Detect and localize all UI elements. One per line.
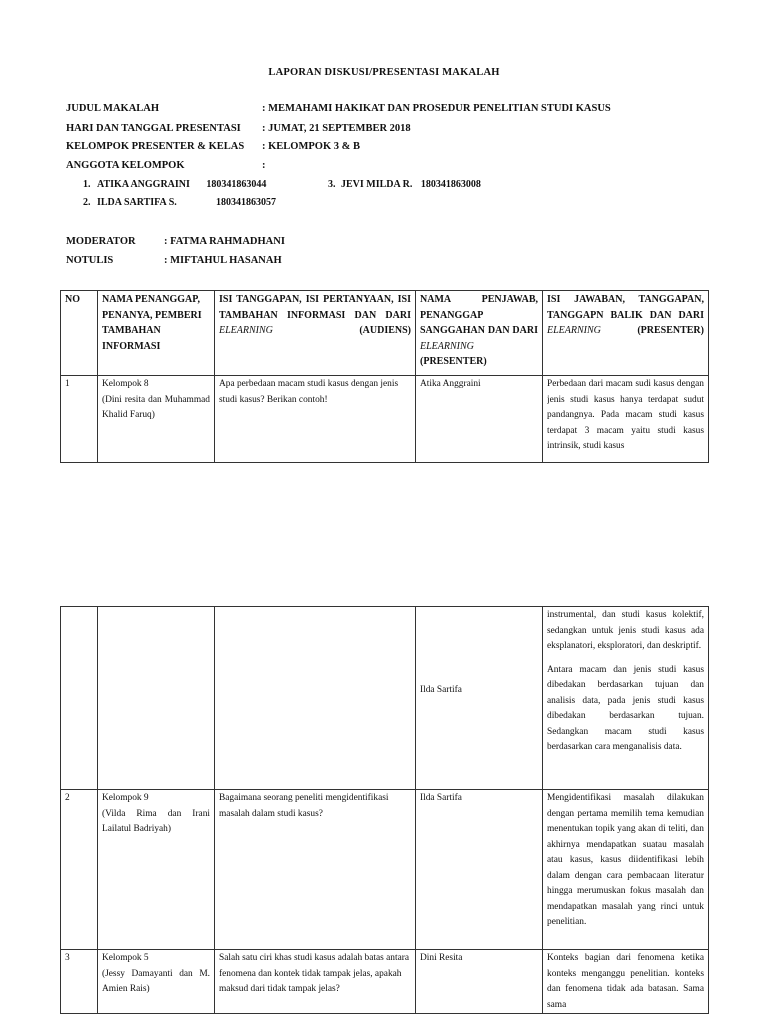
- member-nim: 180341863008: [420, 179, 481, 190]
- meta-label: HARI DAN TANGGAL PRESENTASI: [66, 123, 241, 134]
- meta-value: :: [262, 160, 266, 171]
- header-no: NO: [61, 291, 98, 376]
- header-penanggap: NAMA PENANGGAP, PENANYA, PEMBERI TAMBAHAN INFORMASI: [98, 291, 215, 376]
- meta-anggota: [66, 160, 266, 171]
- notulis-line: [66, 255, 282, 266]
- role-label: MODERATOR: [66, 236, 136, 247]
- row-jawaban: Mengidentifikasi masalah dilakukan dengan pertama memilih tema kemudian menentukan topik yang akan di teliti, dan akhirnya mendapatkan suatau masalah atau kasus, kasus diidentifikasi lebih dalam dengan cara pembacaan literatur hingga merumuskan fokus masalah dan mendapatkan masalah yang rinci untuk penelitian.: [543, 790, 709, 950]
- meta-hari-tanggal: [66, 123, 411, 134]
- table-row-continued: [61, 607, 709, 790]
- header-isi: ISI TANGGAPAN, ISI PERTANYAAN, ISI TAMBAHAN INFORMASI DAN DARI ELEARNING (AUDIENS): [215, 291, 416, 376]
- row-penanggap: Kelompok 5 (Jessy Damayanti dan M. Amien Rais): [98, 950, 215, 1014]
- member-item: [83, 179, 266, 190]
- role-value: : FATMA RAHMADHANI: [164, 236, 285, 247]
- row-isi: Bagaimana seorang peneliti mengidentifikasi masalah dalam studi kasus?: [215, 790, 416, 950]
- meta-value: : JUMAT, 21 SEPTEMBER 2018: [262, 123, 411, 134]
- member-item: [83, 197, 276, 208]
- table-row: [61, 790, 709, 950]
- member-number: 1.: [83, 179, 91, 190]
- row-penanggap: Kelompok 9 (Vilda Rima dan Irani Lailatul Badriyah): [98, 790, 215, 950]
- discussion-table-part2: [60, 606, 709, 1014]
- row-penjawab: Ilda Sartifa: [416, 607, 543, 790]
- table-row: [61, 376, 709, 463]
- meta-judul: [66, 103, 611, 114]
- member-item: [328, 179, 481, 190]
- meta-label: KELOMPOK PRESENTER & KELAS: [66, 141, 245, 152]
- table-header-row: [61, 291, 709, 376]
- moderator-line: [66, 236, 285, 247]
- meta-kelompok: [66, 141, 360, 152]
- row-no: 3: [61, 950, 98, 1014]
- row-jawaban: Perbedaan dari macam sudi kasus dengan jenis studi kasus hanya terdapat sudut pandangnya. Pada macam studi kasus terdapat 3 macam yaitu studi kasus intrinsik, studi kasus: [543, 376, 709, 463]
- row-no: [61, 607, 98, 790]
- discussion-table-part1: [60, 290, 709, 463]
- row-penjawab: Ilda Sartifa: [416, 790, 543, 950]
- row-penjawab: Dini Resita: [416, 950, 543, 1014]
- row-jawaban: Konteks bagian dari fenomena ketika konteks menganggu penelitian. konteks dan fenomena tidak ada batasan. Sama sama: [543, 950, 709, 1014]
- meta-label: JUDUL MAKALAH: [66, 103, 160, 114]
- meta-label: ANGGOTA KELOMPOK: [66, 160, 185, 171]
- row-no: 1: [61, 376, 98, 463]
- member-name: ILDA SARTIFA S.: [97, 197, 177, 208]
- row-penanggap: [98, 607, 215, 790]
- row-isi: Salah satu ciri khas studi kasus adalah batas antara fenomena dan kontek tidak tampak jelas, apakah maksud dari tidak tampak jelas?: [215, 950, 416, 1014]
- member-nim: 180341863044: [206, 179, 267, 190]
- member-name: JEVI MILDA R.: [341, 179, 413, 190]
- header-jawaban: ISI JAWABAN, TANGGAPAN, TANGGAPN BALIK DAN DARI ELEARNING (PRESENTER): [543, 291, 709, 376]
- role-value: : MIFTAHUL HASANAH: [164, 255, 282, 266]
- member-nim: 180341863057: [216, 197, 276, 208]
- member-number: 3.: [328, 179, 336, 190]
- row-no: 2: [61, 790, 98, 950]
- role-label: NOTULIS: [66, 255, 114, 266]
- row-isi: [215, 607, 416, 790]
- header-penjawab: NAMA PENJAWAB, PENANGGAP SANGGAHAN DAN DARI ELEARNING (PRESENTER): [416, 291, 543, 376]
- row-penjawab: Atika Anggraini: [416, 376, 543, 463]
- meta-value: : MEMAHAMI HAKIKAT DAN PROSEDUR PENELITIAN STUDI KASUS: [262, 103, 611, 114]
- row-penanggap: Kelompok 8 (Dini resita dan Muhammad Khalid Faruq): [98, 376, 215, 463]
- member-name: ATIKA ANGGRAINI: [97, 179, 190, 190]
- report-title: LAPORAN DISKUSI/PRESENTASI MAKALAH: [268, 67, 500, 78]
- member-number: 2.: [83, 197, 91, 208]
- meta-value: : KELOMPOK 3 & B: [262, 141, 360, 152]
- row-jawaban: instrumental, dan studi kasus kolektif, sedangkan untuk jenis studi kasus ada eksplanatori, eksploratori, dan deskriptif. Antara macam dan jenis studi kasus dibedakan berdasarkan tujuan dan analisis data, pada jenis studi kasus dibedakan berdasarkan tujuan. Sedangkan macam studi kasus berdasarkan cara menganalisis data.: [543, 607, 709, 790]
- row-isi: Apa perbedaan macam studi kasus dengan jenis studi kasus? Berikan contoh!: [215, 376, 416, 463]
- table-row: [61, 950, 709, 1014]
